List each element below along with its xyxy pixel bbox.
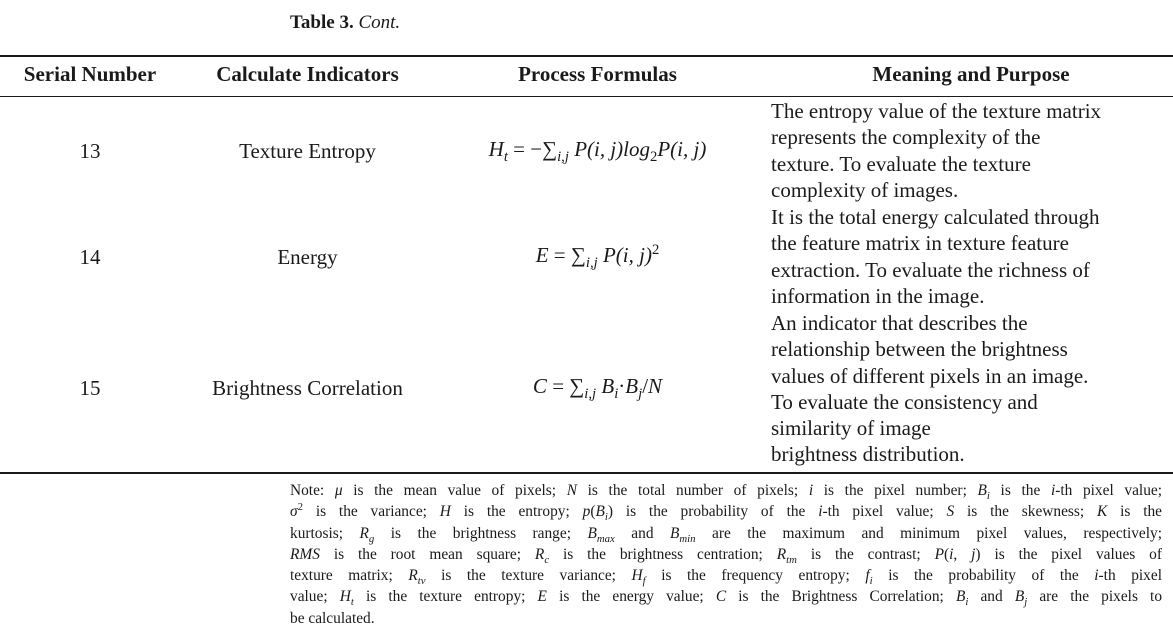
header-calculate-indicators: Calculate Indicators [216,62,399,86]
row-meaning [771,310,1171,468]
row-formula: $C = \sum_{i,j}$ $B_i\cdot B_j/N$ [532,374,663,403]
header-meaning-and-purpose: Meaning and Purpose [872,62,1070,86]
note-line: value; $H_t$ is the texture entropy; E is the energy value; C is the Brightness Correlation; $B_i$ and $B_j$ are the pixels to [290,588,1163,609]
row-indicator-name: Brightness Correlation [212,376,403,400]
row-indicator-name: Texture Entropy [239,139,376,163]
table-row [0,204,1173,310]
row-meaning-line: The entropy value of the texture matrix [771,99,1102,123]
row-meaning-line: complexity of images. [771,177,959,202]
row-indicator-name: Energy [277,245,338,269]
row-meaning-line: information in the image. [771,283,985,308]
row-meaning-line: similarity of image [771,416,931,441]
row-meaning-line: It is the total energy calculated through [771,205,1100,229]
note-line: RMS is the root mean square; $R_c$ is the brightness centration; $R_{tm}$ is the contrast; P(i, j) is the pixel values of [290,545,1162,566]
table-row [0,310,1173,470]
header-process-formulas: Process Formulas [518,62,677,86]
row-serial-number: 15 [79,376,101,400]
row-meaning-line: texture. To evaluate the texture [771,151,1031,176]
note-line: texture matrix; $R_{tv}$ is the texture variance; $H_f$ is the frequency entropy; $f_i$ is the probability of the i-th pixel [290,567,1162,588]
row-meaning-line: An indicator that describes the [771,311,1028,335]
note-line: $\sigma^2$ is the variance; H is the entropy; $p(B_i)$ is the probability of the i-th pixel value; S is the skewness; K is the [290,501,1162,524]
row-formula: $H_t = -\sum_{i,j}$ P(i, $j)\log_2P(i$, j) [488,137,707,166]
row-meaning-line: To evaluate the consistency and [771,389,1038,414]
note-line: be calculated. [290,609,375,627]
table-row [0,98,1173,204]
header-serial-number: Serial Number [23,62,157,86]
table-bottom-rule [0,472,1173,474]
row-serial-number: 14 [79,245,101,269]
note-line: kurtosis; $R_g$ is the brightness range; $B_{max}$ and $B_{min}$ are the maximum and minimum pixel values, respectively; [290,524,1162,545]
row-formula: $E = \sum_{i,j}$ P(i, j)$^2$ [535,242,660,272]
table-caption-label: Table 3. [290,12,354,33]
note-line: Note: μ is the mean value of pixels; N is the total number of pixels; i is the pixel number; $B_i$ is the i-th pixel value; [290,482,1162,503]
table-header-rule [0,96,1173,97]
row-meaning [771,98,1171,203]
table-note [290,480,1162,629]
row-meaning [771,204,1171,309]
table-caption [290,12,400,34]
row-meaning-line: represents the complexity of the [771,125,1041,150]
row-serial-number: 13 [79,139,101,163]
row-meaning-line: values of different pixels in an image. [771,363,1089,388]
table-caption-suffix: Cont. [358,12,401,33]
row-meaning-line: relationship between the brightness [771,337,1068,362]
row-meaning-line: the feature matrix in texture feature [771,231,1069,256]
table-top-rule [0,55,1173,57]
row-meaning-line: brightness distribution. [771,442,965,467]
row-meaning-line: extraction. To evaluate the richness of [771,257,1090,282]
